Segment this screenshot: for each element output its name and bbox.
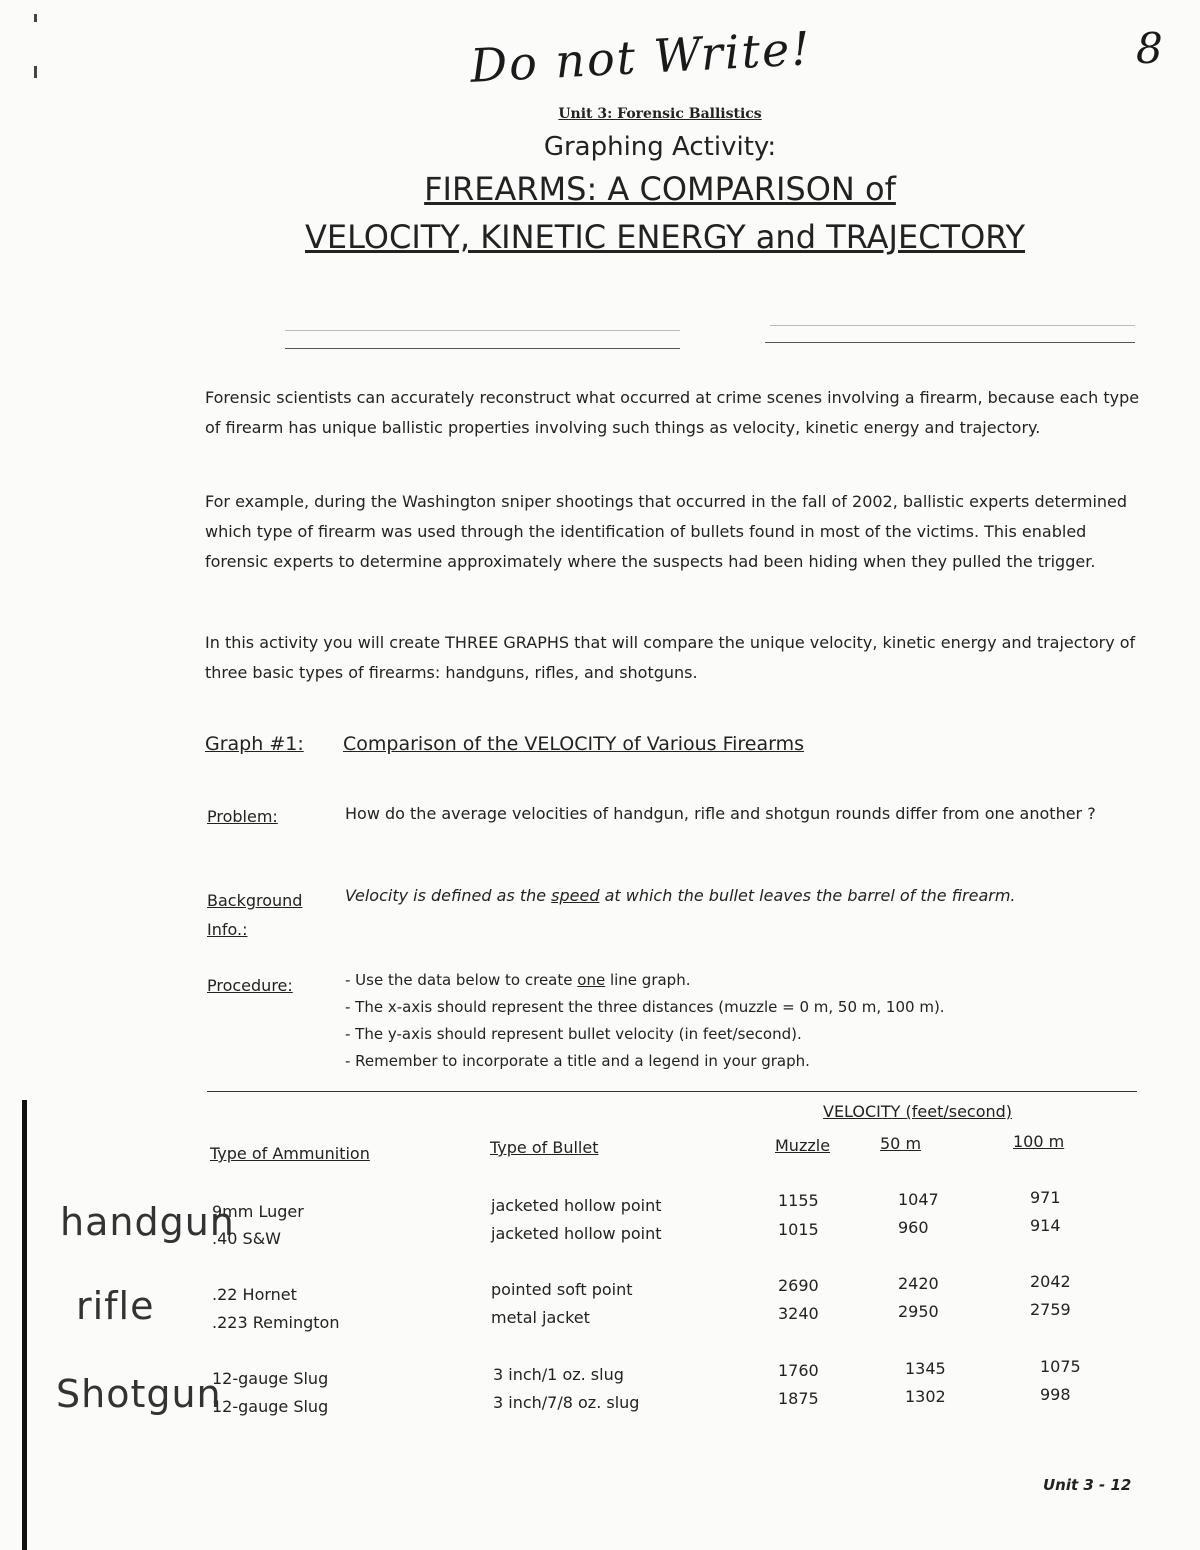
velocity-group-header: VELOCITY (feet/second) bbox=[823, 1102, 1013, 1121]
header-100m: 100 m bbox=[1013, 1132, 1065, 1151]
table-top-rule bbox=[207, 1091, 1137, 1092]
table-cell-50m: 960 bbox=[898, 1218, 929, 1237]
scan-edge-line bbox=[22, 1100, 27, 1550]
table-cell-bullet: jacketed hollow point bbox=[491, 1224, 662, 1243]
scan-mark bbox=[34, 66, 37, 78]
table-cell-bullet: pointed soft point bbox=[491, 1280, 633, 1299]
table-cell-bullet: 3 inch/7/8 oz. slug bbox=[493, 1393, 640, 1412]
table-cell-muzzle: 1875 bbox=[778, 1389, 819, 1408]
page-footer: Unit 3 - 12 bbox=[1043, 1476, 1132, 1494]
table-cell-ammo: 9mm Luger bbox=[212, 1202, 304, 1221]
info-label: Info.: bbox=[207, 920, 248, 939]
header-bullet: Type of Bullet bbox=[490, 1138, 599, 1157]
table-cell-100m: 971 bbox=[1030, 1188, 1061, 1207]
table-cell-100m: 914 bbox=[1030, 1216, 1061, 1235]
background-text bbox=[345, 880, 1135, 912]
table-cell-100m: 2759 bbox=[1030, 1300, 1071, 1319]
table-cell-50m: 2950 bbox=[898, 1302, 939, 1321]
table-cell-100m: 998 bbox=[1040, 1385, 1071, 1404]
intro-paragraph-1: Forensic scientists can accurately reconstruct what occurred at crime scenes involving a firearm, because each type of firearm has unique ballistic properties involving such things as velocity, kinetic energy and trajectory. bbox=[205, 388, 1140, 437]
unit-heading: Unit 3: Forensic Ballistics bbox=[558, 106, 762, 122]
handwritten-label-handgun: handgun bbox=[60, 1200, 235, 1244]
procedure-step-2: - The x-axis should represent the three distances (muzzle = 0 m, 50 m, 100 m). bbox=[345, 998, 945, 1016]
page-title-line-1: FIREARMS: A COMPARISON of bbox=[424, 170, 896, 208]
header-ammunition: Type of Ammunition bbox=[210, 1144, 370, 1163]
procedure-step-4: - Remember to incorporate a title and a legend in your graph. bbox=[345, 1052, 810, 1070]
table-cell-muzzle: 2690 bbox=[778, 1276, 819, 1295]
table-cell-bullet: 3 inch/1 oz. slug bbox=[493, 1365, 624, 1384]
procedure-label: Procedure: bbox=[207, 976, 293, 995]
background-text-start: Velocity is defined as the bbox=[345, 886, 552, 905]
table-cell-muzzle: 1760 bbox=[778, 1361, 819, 1380]
table-cell-ammo: .22 Hornet bbox=[212, 1285, 297, 1304]
handwritten-label-shotgun: Shotgun bbox=[56, 1372, 222, 1416]
background-speed-word: speed bbox=[551, 886, 600, 905]
table-cell-bullet: metal jacket bbox=[491, 1308, 590, 1327]
intro-paragraph-2: For example, during the Washington sniper shootings that occurred in the fall of 2002, ballistic experts determined which type of firearm was used through the identification of bullets found in most of the victims. This enabled forensic experts to determine approximately where the suspects had been hiding when they pulled the trigger. bbox=[205, 492, 1128, 571]
table-cell-100m: 1075 bbox=[1040, 1357, 1081, 1376]
activity-subtitle: Graphing Activity: bbox=[543, 132, 777, 162]
handwritten-do-not-write: Do not Write! bbox=[468, 21, 813, 93]
table-cell-muzzle: 1015 bbox=[778, 1220, 819, 1239]
table-cell-50m: 1302 bbox=[905, 1387, 946, 1406]
date-line bbox=[765, 342, 1135, 343]
procedure-step-1-start: - Use the data below to create bbox=[345, 971, 578, 989]
table-cell-muzzle: 1155 bbox=[778, 1191, 819, 1210]
graph-1-title: Comparison of the VELOCITY of Various Firearms bbox=[343, 733, 805, 755]
table-cell-ammo: .223 Remington bbox=[212, 1313, 340, 1332]
procedure-step-1-end: line graph. bbox=[605, 971, 691, 989]
handwritten-page-number: 8 bbox=[1136, 24, 1163, 73]
handwritten-label-rifle: rifle bbox=[76, 1284, 155, 1328]
table-cell-50m: 1047 bbox=[898, 1190, 939, 1209]
header-50m: 50 m bbox=[880, 1134, 922, 1153]
scan-mark bbox=[34, 14, 37, 22]
table-cell-bullet: jacketed hollow point bbox=[491, 1196, 662, 1215]
table-cell-ammo: 12-gauge Slug bbox=[212, 1369, 329, 1388]
problem-text: How do the average velocities of handgun, rifle and shotgun rounds differ from one another ? bbox=[345, 804, 1096, 823]
table-cell-50m: 1345 bbox=[905, 1359, 946, 1378]
table-cell-ammo: 12-gauge Slug bbox=[212, 1397, 329, 1416]
table-cell-100m: 2042 bbox=[1030, 1272, 1071, 1291]
date-line-faint bbox=[770, 325, 1135, 326]
procedure-step-3: - The y-axis should represent bullet velocity (in feet/second). bbox=[345, 1025, 802, 1043]
page-title-line-2: VELOCITY, KINETIC ENERGY and TRAJECTORY bbox=[304, 218, 1026, 256]
table-cell-50m: 2420 bbox=[898, 1274, 939, 1293]
graph-1-heading: Graph #1: bbox=[205, 733, 304, 755]
background-text-end: at which the bullet leaves the barrel of the firearm. bbox=[599, 886, 1016, 905]
name-line bbox=[285, 348, 680, 349]
problem-label: Problem: bbox=[207, 807, 278, 826]
table-cell-ammo: .40 S&W bbox=[212, 1229, 281, 1248]
name-line-faint bbox=[285, 330, 680, 331]
procedure-step-1 bbox=[345, 967, 690, 994]
background-label: Background bbox=[207, 891, 303, 910]
header-muzzle: Muzzle bbox=[775, 1136, 831, 1155]
procedure-one-word: one bbox=[577, 971, 606, 989]
table-cell-muzzle: 3240 bbox=[778, 1304, 819, 1323]
intro-paragraph-3: In this activity you will create THREE GRAPHS that will compare the unique velocity, kinetic energy and trajectory of three basic types of firearms: handguns, rifles, and shotguns. bbox=[205, 633, 1136, 682]
